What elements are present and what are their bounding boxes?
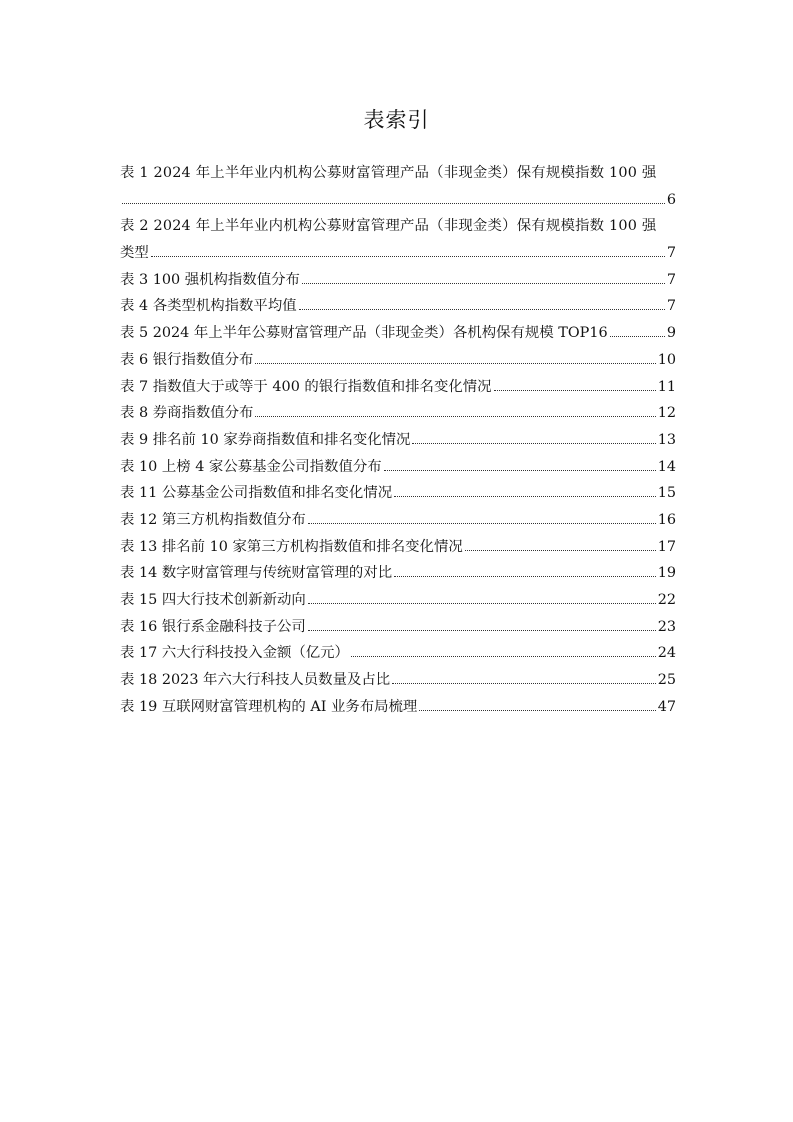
toc-page-number: 17 — [657, 538, 676, 555]
toc-entry-text: 表 3 100 强机构指数值分布 — [120, 271, 300, 288]
toc-entry-text: 表 13 排名前 10 家第三方机构指数值和排名变化情况 — [120, 538, 463, 555]
dot-leader — [308, 522, 656, 524]
toc-page-number: 6 — [666, 191, 676, 208]
toc-entry-text: 表 7 指数值大于或等于 400 的银行指数值和排名变化情况 — [120, 378, 492, 395]
toc-page-number: 12 — [657, 405, 676, 422]
toc-entry-text: 表 2 2024 年上半年业内机构公募财富管理产品（非现金类）保有规模指数 100 强 — [120, 218, 657, 235]
toc-page-number: 25 — [657, 672, 676, 689]
toc-entry-8[interactable] — [120, 400, 676, 427]
toc-entry-15[interactable] — [120, 587, 676, 614]
toc-page-number: 7 — [666, 245, 676, 262]
toc-page-number: 7 — [666, 298, 676, 315]
toc-entry-text: 表 11 公募基金公司指数值和排名变化情况 — [120, 485, 393, 502]
toc-entry-text: 表 17 六大行科技投入金额（亿元） — [120, 645, 349, 662]
toc-page-number: 10 — [657, 351, 676, 368]
toc-page-number: 19 — [657, 565, 676, 582]
dot-leader — [351, 655, 656, 657]
toc-entry-5[interactable] — [120, 320, 676, 347]
toc-entry-18[interactable] — [120, 667, 676, 694]
dot-leader — [394, 575, 656, 577]
toc-entry-16[interactable] — [120, 614, 676, 641]
toc-page-number: 23 — [657, 618, 676, 635]
dot-leader — [151, 255, 665, 257]
dot-leader — [308, 629, 656, 631]
toc-entry-13[interactable] — [120, 534, 676, 561]
toc-page-number: 7 — [666, 271, 676, 288]
toc-page-number: 14 — [657, 458, 676, 475]
dot-leader — [394, 495, 656, 497]
toc-entry-11[interactable] — [120, 480, 676, 507]
table-index-list — [120, 160, 676, 720]
dot-leader — [610, 335, 665, 337]
toc-entry-4[interactable] — [120, 293, 676, 320]
toc-entry-text: 表 12 第三方机构指数值分布 — [120, 511, 306, 528]
toc-page-number: 9 — [666, 325, 676, 342]
toc-page-number: 47 — [657, 698, 676, 715]
page-title: 表索引 — [363, 108, 430, 132]
toc-entry-text: 表 8 券商指数值分布 — [120, 405, 254, 422]
toc-entry-9[interactable] — [120, 427, 676, 454]
dot-leader — [122, 202, 665, 204]
dot-leader — [255, 415, 655, 417]
dot-leader — [302, 282, 665, 284]
toc-page-number: 11 — [657, 378, 676, 395]
toc-entry-text: 表 1 2024 年上半年业内机构公募财富管理产品（非现金类）保有规模指数 100 强 — [120, 165, 657, 181]
dot-leader — [465, 549, 656, 551]
dot-leader — [299, 308, 665, 310]
toc-entry-text: 表 18 2023 年六大行科技人员数量及占比 — [120, 672, 391, 689]
dot-leader — [392, 682, 656, 684]
toc-entry-12[interactable] — [120, 507, 676, 534]
toc-page-number: 24 — [657, 645, 676, 662]
toc-entry-2[interactable] — [120, 213, 676, 266]
toc-page-number: 22 — [657, 592, 676, 608]
toc-entry-text: 表 10 上榜 4 家公募基金公司指数值分布 — [120, 458, 382, 475]
toc-entry-19[interactable] — [120, 694, 676, 721]
dot-leader — [494, 389, 656, 391]
toc-entry-text: 表 15 四大行技术创新新动向 — [120, 592, 306, 608]
toc-entry-text: 表 4 各类型机构指数平均值 — [120, 298, 297, 315]
toc-entry-text: 表 14 数字财富管理与传统财富管理的对比 — [120, 565, 393, 582]
toc-page-number: 16 — [657, 511, 676, 528]
toc-entry-1[interactable] — [120, 160, 676, 213]
toc-entry-3[interactable] — [120, 267, 676, 294]
toc-entry-text: 表 5 2024 年上半年公募财富管理产品（非现金类）各机构保有规模 TOP16 — [120, 325, 608, 342]
dot-leader — [384, 469, 656, 471]
dot-leader — [255, 362, 655, 364]
toc-entry-6[interactable] — [120, 347, 676, 374]
toc-entry-14[interactable] — [120, 560, 676, 587]
toc-entry-text: 表 9 排名前 10 家券商指数值和排名变化情况 — [120, 431, 411, 448]
dot-leader — [419, 709, 655, 711]
toc-entry-text: 表 6 银行指数值分布 — [120, 351, 254, 368]
dot-leader — [412, 442, 655, 444]
toc-entry-10[interactable] — [120, 454, 676, 481]
toc-entry-7[interactable] — [120, 374, 676, 401]
toc-entry-text: 表 16 银行系金融科技子公司 — [120, 618, 306, 635]
toc-page-number: 15 — [657, 485, 676, 502]
toc-entry-text-continued: 类型 — [120, 245, 149, 262]
toc-page-number: 13 — [657, 431, 676, 448]
toc-entry-17[interactable] — [120, 640, 676, 667]
dot-leader — [308, 602, 656, 604]
toc-entry-text: 表 19 互联网财富管理机构的 AI 业务布局梳理 — [120, 698, 418, 715]
